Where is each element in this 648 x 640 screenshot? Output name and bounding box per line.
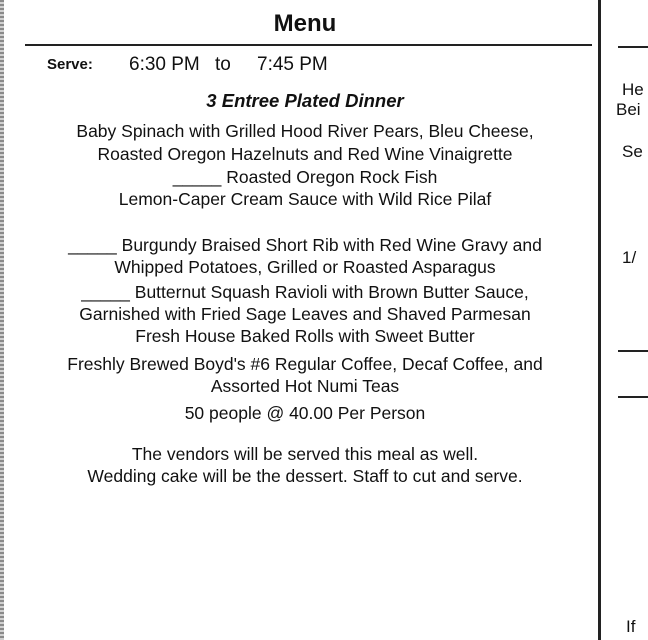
salad-line-1: Baby Spinach with Grilled Hood River Pears, Bleu Cheese, [76, 121, 534, 141]
adjacent-fragment-2: Bei [616, 100, 641, 119]
serve-end-time: 7:45 PM [257, 54, 328, 75]
coffee-line-2: Assorted Hot Numi Teas [210, 376, 400, 396]
entree-fish-line: _____ Roasted Oregon Rock Fish [172, 167, 438, 187]
column-divider [598, 0, 601, 640]
entree-fish-sides: Lemon-Caper Cream Sauce with Wild Rice Pilaf [118, 189, 492, 209]
entree-rib-line: _____ Burgundy Braised Short Rib with Red Wine Gravy and [68, 235, 542, 255]
adjacent-rule-mid [618, 350, 648, 352]
menu-panel [5, 0, 598, 640]
coffee-line-1: Freshly Brewed Boyd's #6 Regular Coffee, Decaf Coffee, and [67, 354, 543, 374]
vendor-note: The vendors will be served this meal as well. [131, 444, 479, 464]
adjacent-rule-low [618, 396, 648, 398]
menu-title: Menu [273, 10, 337, 37]
title-underline [25, 44, 592, 46]
entree-ravioli-garnish: Garnished with Fried Sage Leaves and Shaved Parmesan [79, 304, 531, 324]
adjacent-fragment-1: He [622, 80, 644, 99]
serve-label: Serve: [47, 56, 93, 73]
rolls-line: Fresh House Baked Rolls with Sweet Butter [135, 326, 475, 346]
adjacent-panel [604, 0, 644, 640]
dinner-subtitle: 3 Entree Plated Dinner [206, 90, 404, 111]
cake-note: Wedding cake will be the dessert. Staff to cut and serve. [87, 466, 523, 486]
entree-ravioli-line: _____ Butternut Squash Ravioli with Brown Butter Sauce, [81, 282, 529, 302]
adjacent-fragment-3: Se [622, 142, 643, 161]
serve-start-time: 6:30 PM [129, 54, 200, 75]
adjacent-fragment-4: 1/ [622, 248, 637, 267]
adjacent-fragment-5: If [626, 617, 636, 636]
entree-rib-sides: Whipped Potatoes, Grilled or Roasted Asparagus [114, 257, 496, 277]
adjacent-rule-top [618, 46, 648, 48]
salad-line-2: Roasted Oregon Hazelnuts and Red Wine Vinaigrette [97, 144, 513, 164]
page-edge-left [0, 0, 4, 640]
serve-to-text: to [215, 54, 231, 75]
price-line: 50 people @ 40.00 Per Person [184, 403, 426, 423]
